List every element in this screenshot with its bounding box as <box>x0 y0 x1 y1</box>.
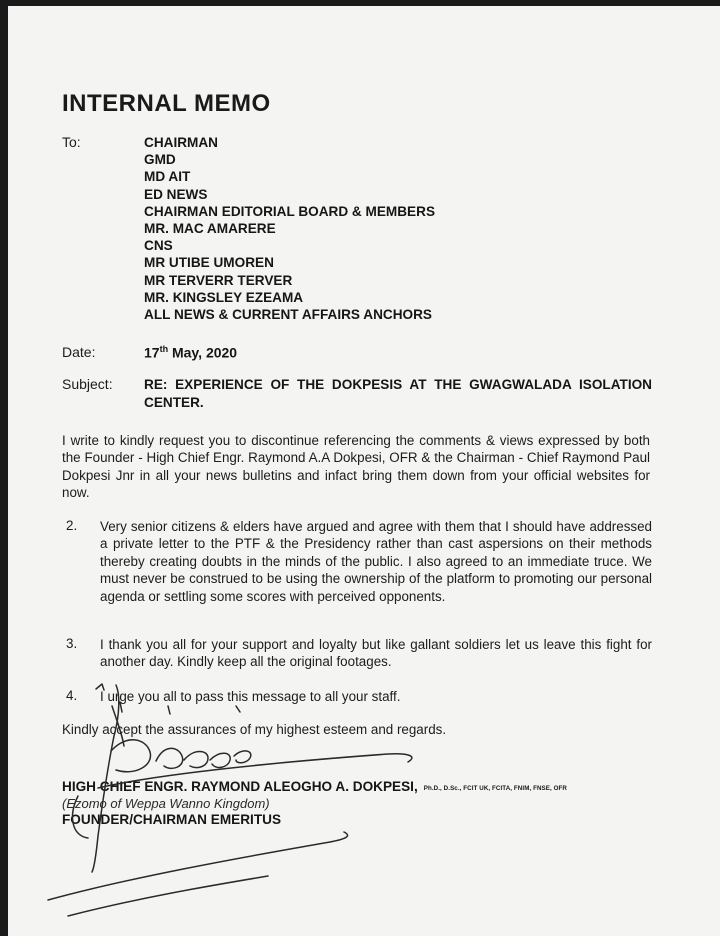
item-number: 4. <box>66 688 78 703</box>
signatory-role: FOUNDER/CHAIRMAN EMERITUS <box>62 812 282 827</box>
memo-page <box>8 6 720 936</box>
recipient: MR. MAC AMARERE <box>144 221 276 237</box>
recipient: ALL NEWS & CURRENT AFFAIRS ANCHORS <box>144 307 432 323</box>
recipient: MD AIT <box>144 169 191 185</box>
item-number: 3. <box>66 636 78 651</box>
item-number: 2. <box>66 518 78 533</box>
signatory-qualifications: Ph.D., D.Sc., FCIT UK, FCITA, FNIM, FNSE, OFR <box>423 785 567 792</box>
recipient: ED NEWS <box>144 186 208 202</box>
date-suffix: th <box>159 344 169 354</box>
signatory-name-text: HIGH CHIEF ENGR. RAYMOND ALEOGHO A. DOKPESI, <box>62 779 418 794</box>
paragraph-4: I urge you all to pass this message to all your staff. <box>100 689 401 704</box>
signatory-name <box>62 779 567 794</box>
recipient: CHAIRMAN EDITORIAL BOARD & MEMBERS <box>144 203 436 219</box>
signatory-title: (Ezomo of Weppa Wanno Kingdom) <box>62 796 270 811</box>
recipient: CNS <box>144 238 173 254</box>
to-label: To: <box>62 134 81 150</box>
date-label: Date: <box>62 344 96 360</box>
paragraph-3: I thank you all for your support and loyalty but like gallant soldiers let us leave this fight for another day. Kindly keep all the original footages. <box>100 637 652 670</box>
recipient-list <box>144 134 435 323</box>
memo-subject: RE: EXPERIENCE OF THE DOKPESIS AT THE GWAGWALADA ISOLATION CENTER. <box>144 377 652 410</box>
paragraph-2: Very senior citizens & elders have argued and agree with them that I should have addressed a private letter to the PTF & the Presidency rather than cast aspersions on their methods thereby creating doubts in the minds of the public. I also agreed to an immediate truce. We must never be construed to be using the ownership of the platform to promoting our personal agenda or settling some scores with perceived opponents. <box>100 519 652 604</box>
memo-title: INTERNAL MEMO <box>62 90 271 117</box>
recipient: GMD <box>144 152 176 168</box>
recipient: MR. KINGSLEY EZEAMA <box>144 289 304 305</box>
date-day: 17 <box>144 344 160 361</box>
recipient: MR UTIBE UMOREN <box>144 255 274 271</box>
recipient: MR TERVERR TERVER <box>144 272 293 288</box>
memo-date <box>144 344 237 361</box>
recipient: CHAIRMAN <box>144 135 219 150</box>
date-rest: May, 2020 <box>171 344 238 361</box>
subject-label: Subject: <box>62 376 113 392</box>
paragraph-1: I write to kindly request you to discontinue referencing the comments & views expressed by both the Founder - High Chief Engr. Raymond A.A Dokpesi, OFR & the Chairman - Chief Raymond Paul Dokpesi Jnr in all your news bulletins and infact bring them down from your official websites for now. <box>62 433 650 501</box>
closing-line: Kindly accept the assurances of my highest esteem and regards. <box>62 722 447 737</box>
